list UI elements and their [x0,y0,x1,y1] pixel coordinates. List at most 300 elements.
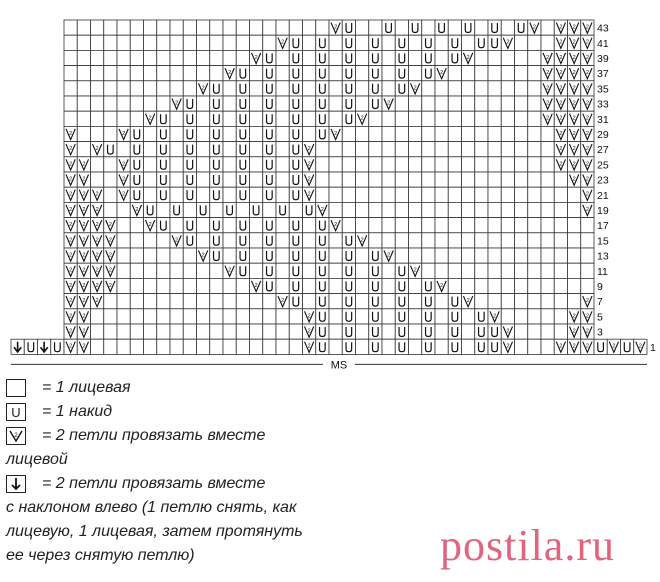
chart-cell [276,157,289,172]
chart-cell [515,111,528,126]
svg-text:2: 2 [108,222,112,229]
svg-text:2: 2 [122,130,126,137]
chart-cell [329,233,342,248]
chart-cell [170,126,183,141]
chart-cell [554,172,567,187]
chart-cell [276,324,289,339]
chart-cell [356,294,369,309]
chart-cell [356,218,369,233]
chart-cell [422,81,435,96]
chart-cell [157,20,170,35]
svg-text:2: 2 [387,252,391,259]
chart-cell [501,309,514,324]
chart-cell [422,172,435,187]
chart-cell [329,35,342,50]
chart-cell [117,50,130,65]
chart-cell [515,339,528,354]
svg-text:2: 2 [201,85,205,92]
chart-cell [91,50,104,65]
chart-cell [515,233,528,248]
svg-text:2: 2 [585,176,589,183]
svg-text:2: 2 [506,39,510,46]
chart-cell [117,278,130,293]
row-number: 43 [597,22,609,35]
chart-cell [488,202,501,217]
chart-cell [250,172,263,187]
chart-cell [395,157,408,172]
svg-text:2: 2 [612,343,616,350]
chart-cell [554,202,567,217]
chart-cell [448,111,461,126]
chart-cell [448,20,461,35]
chart-cell [263,324,276,339]
chart-cell [303,278,316,293]
chart-cell [276,187,289,202]
svg-text:2: 2 [334,24,338,31]
chart-cell [329,111,342,126]
chart-cell [236,324,249,339]
chart-cell [422,218,435,233]
ms-label: MS [330,359,348,372]
row-number: 39 [597,53,609,65]
chart-cell [236,309,249,324]
svg-text:2: 2 [122,161,126,168]
chart-cell [554,309,567,324]
svg-text:2: 2 [585,24,589,31]
chart-cell [130,96,143,111]
chart-cell [435,142,448,157]
chart-cell [382,218,395,233]
row-number: 1 [650,341,656,354]
chart-cell [382,202,395,217]
chart-cell [236,35,249,50]
chart-cell [528,324,541,339]
chart-cell [528,248,541,263]
chart-cell [316,172,329,187]
chart-cell [130,263,143,278]
chart-cell [554,218,567,233]
chart-cell [409,187,422,202]
chart-cell [303,35,316,50]
chart-cell [541,218,554,233]
chart-cell [170,309,183,324]
legend-yo [6,400,366,424]
chart-cell [276,263,289,278]
chart-cell [263,294,276,309]
svg-text:2: 2 [307,161,311,168]
chart-cell [501,50,514,65]
chart-cell [554,324,567,339]
chart-cell [144,172,157,187]
chart-cell [554,263,567,278]
chart-cell [276,50,289,65]
chart-cell [356,309,369,324]
chart-cell [250,263,263,278]
chart-cell [528,96,541,111]
legend-knit [6,376,366,400]
chart-cell [104,187,117,202]
chart-cell [91,157,104,172]
chart-cell [501,81,514,96]
chart-cell [117,20,130,35]
chart-cell [303,263,316,278]
chart-cell [210,66,223,81]
chart-cell [475,157,488,172]
chart-cell [117,111,130,126]
chart-cell [170,157,183,172]
chart-cell [329,202,342,217]
chart-cell [448,278,461,293]
chart-cell [395,172,408,187]
chart-cell [329,294,342,309]
svg-text:2: 2 [559,161,563,168]
chart-cell [183,248,196,263]
row-number: 21 [597,189,609,202]
chart-cell [369,233,382,248]
chart-cell [515,157,528,172]
chart-cell [462,339,475,354]
chart-cell [541,278,554,293]
row-number: 5 [597,311,603,324]
chart-cell [475,142,488,157]
chart-cell [409,172,422,187]
chart-cell [515,263,528,278]
chart-cell [104,20,117,35]
chart-cell [144,66,157,81]
svg-text:2: 2 [387,100,391,107]
chart-cell [250,187,263,202]
chart-cell [144,309,157,324]
chart-cell [462,142,475,157]
chart-cell [329,157,342,172]
svg-text:2: 2 [585,328,589,335]
chart-cell [197,96,210,111]
chart-cell [303,248,316,263]
chart-cell [488,81,501,96]
chart-cell [250,309,263,324]
chart-cell [342,202,355,217]
chart-cell [475,111,488,126]
svg-text:2: 2 [585,70,589,77]
chart-cell [210,278,223,293]
chart-cell [170,20,183,35]
chart-cell [382,187,395,202]
chart-cell [435,126,448,141]
chart-cell [528,294,541,309]
svg-text:2: 2 [546,100,550,107]
chart-cell [515,218,528,233]
svg-text:2: 2 [307,146,311,153]
svg-text:2: 2 [334,222,338,229]
chart-cell [250,339,263,354]
chart-cell [488,66,501,81]
chart-cell [130,339,143,354]
legend [6,376,366,568]
chart-cell [409,309,422,324]
chart-cell [117,324,130,339]
chart-cell [117,142,130,157]
chart-cell [395,187,408,202]
chart-cell [488,96,501,111]
legend-ssk-cont-3: ее через снятую петлю) [6,547,195,564]
chart-cell [104,50,117,65]
chart-cell [170,278,183,293]
chart-cell [356,187,369,202]
chart-cell [104,96,117,111]
legend-ssk-cont-2: лицевую, 1 лицевая, затем протянуть [6,523,303,540]
chart-cell [197,35,210,50]
chart-cell [541,263,554,278]
chart-cell [435,157,448,172]
row-number: 37 [597,68,609,81]
chart-cell [329,263,342,278]
chart-cell [276,233,289,248]
chart-cell [144,278,157,293]
chart-cell [236,20,249,35]
chart-cell [157,324,170,339]
chart-cell [448,218,461,233]
svg-text:2: 2 [638,343,642,350]
svg-text:2: 2 [69,146,73,153]
chart-cell [395,248,408,263]
svg-text:2: 2 [82,206,86,213]
chart-cell [144,233,157,248]
chart-cell [104,309,117,324]
svg-text:2: 2 [69,222,73,229]
chart-cell [289,202,302,217]
chart-cell [157,339,170,354]
chart-cell [223,20,236,35]
chart-cell [104,202,117,217]
svg-text:2: 2 [585,146,589,153]
chart-cell [64,111,77,126]
svg-text:2: 2 [108,282,112,289]
chart-cell [409,233,422,248]
chart-cell [117,35,130,50]
chart-cell [329,248,342,263]
chart-cell [528,218,541,233]
chart-cell [117,248,130,263]
chart-cell [223,50,236,65]
chart-cell [515,324,528,339]
chart-cell [475,172,488,187]
chart-cell [528,157,541,172]
chart-cell [183,35,196,50]
chart-cell [475,187,488,202]
chart-cell [210,202,223,217]
chart-cell [276,126,289,141]
chart-cell [91,81,104,96]
chart-cell [488,248,501,263]
chart-cell [501,278,514,293]
chart-cell [263,339,276,354]
svg-text:2: 2 [559,70,563,77]
chart-cell [104,339,117,354]
legend-k2tog-cont: лицевой [6,451,68,468]
chart-cell [422,233,435,248]
chart-cell [528,111,541,126]
row-number: 9 [597,281,603,293]
chart-cell [541,233,554,248]
chart-cell [515,50,528,65]
chart-cell [130,248,143,263]
chart-cell [356,202,369,217]
chart-cell [144,263,157,278]
chart-cell [210,263,223,278]
chart-cell [276,142,289,157]
chart-cell [329,81,342,96]
chart-cell [501,126,514,141]
chart-cell [435,81,448,96]
chart-cell [303,20,316,35]
chart-cell [568,202,581,217]
chart-cell [104,35,117,50]
chart-cell [475,218,488,233]
watermark: postila.ru [440,521,615,570]
chart-cell [144,96,157,111]
chart-cell [515,187,528,202]
chart-cell [541,172,554,187]
row-number: 11 [597,265,608,278]
svg-text:2: 2 [95,146,99,153]
chart-cell [475,50,488,65]
chart-cell [117,309,130,324]
chart-cell [342,157,355,172]
row-number: 13 [597,250,609,263]
chart-cell [488,218,501,233]
svg-text:2: 2 [307,343,311,350]
chart-cell [117,339,130,354]
chart-cell [342,187,355,202]
chart-cell [223,81,236,96]
chart-cell [488,278,501,293]
chart-cell [316,157,329,172]
chart-cell [223,339,236,354]
chart-cell [422,248,435,263]
legend-ssk-cont-1: с наклоном влево (1 петлю снять, как [6,499,297,516]
chart-cell [435,339,448,354]
chart-cell [342,218,355,233]
svg-text:2: 2 [69,191,73,198]
chart-cell [554,233,567,248]
chart-cell [329,278,342,293]
chart-cell [488,187,501,202]
svg-text:2: 2 [82,328,86,335]
svg-text:2: 2 [360,115,364,122]
chart-cell [488,157,501,172]
svg-text:2: 2 [559,100,563,107]
k2tog-symbol-icon [6,427,26,445]
chart-cell [356,157,369,172]
row-number: 15 [597,235,609,248]
chart-cell [501,248,514,263]
chart-cell [435,294,448,309]
svg-text:2: 2 [95,191,99,198]
chart-cell [462,202,475,217]
chart-cell [541,324,554,339]
chart-cell [77,142,90,157]
chart-cell [329,339,342,354]
chart-cell [382,142,395,157]
chart-cell [462,263,475,278]
chart-cell [210,309,223,324]
chart-cell [197,218,210,233]
svg-text:2: 2 [585,298,589,305]
chart-cell [382,324,395,339]
chart-cell [568,233,581,248]
chart-cell [356,126,369,141]
svg-text:2: 2 [148,222,152,229]
chart-cell [462,35,475,50]
chart-cell [462,278,475,293]
chart-cell [369,202,382,217]
svg-text:2: 2 [82,222,86,229]
chart-cell [448,248,461,263]
chart-cell [501,202,514,217]
svg-text:2: 2 [108,267,112,274]
chart-cell [356,142,369,157]
chart-cell [382,294,395,309]
chart-cell [515,172,528,187]
chart-cell [515,142,528,157]
chart-cell [223,35,236,50]
chart-cell [409,248,422,263]
chart-cell [369,142,382,157]
chart-cell [409,66,422,81]
chart-cell [170,263,183,278]
chart-cell [91,126,104,141]
row-number: 29 [597,129,609,141]
chart-cell [541,20,554,35]
chart-cell [170,324,183,339]
svg-text:2: 2 [559,24,563,31]
chart-cell [157,309,170,324]
row-number: 27 [597,144,609,157]
svg-text:2: 2 [69,252,73,259]
chart-cell [170,187,183,202]
chart-cell [435,233,448,248]
legend-k2tog-text: = 2 петли провязать вместе [42,427,266,444]
chart-cell [369,218,382,233]
chart-cell [475,202,488,217]
chart-cell [303,66,316,81]
chart-cell [382,126,395,141]
chart-cell [144,81,157,96]
chart-cell [554,294,567,309]
chart-cell [276,172,289,187]
chart-cell [303,96,316,111]
chart-cell [448,263,461,278]
chart-cell [250,233,263,248]
chart-cell [183,263,196,278]
chart-cell [77,66,90,81]
chart-cell [488,263,501,278]
svg-text:2: 2 [572,39,576,46]
svg-text:2: 2 [82,313,86,320]
chart-cell [250,142,263,157]
chart-cell [448,172,461,187]
svg-text:2: 2 [108,252,112,259]
chart-cell [462,218,475,233]
chart-cell [91,339,104,354]
svg-text:2: 2 [559,130,563,137]
chart-cell [104,126,117,141]
chart-cell [422,20,435,35]
chart-cell [409,50,422,65]
svg-text:2: 2 [466,298,470,305]
chart-cell [130,218,143,233]
chart-cell [289,339,302,354]
